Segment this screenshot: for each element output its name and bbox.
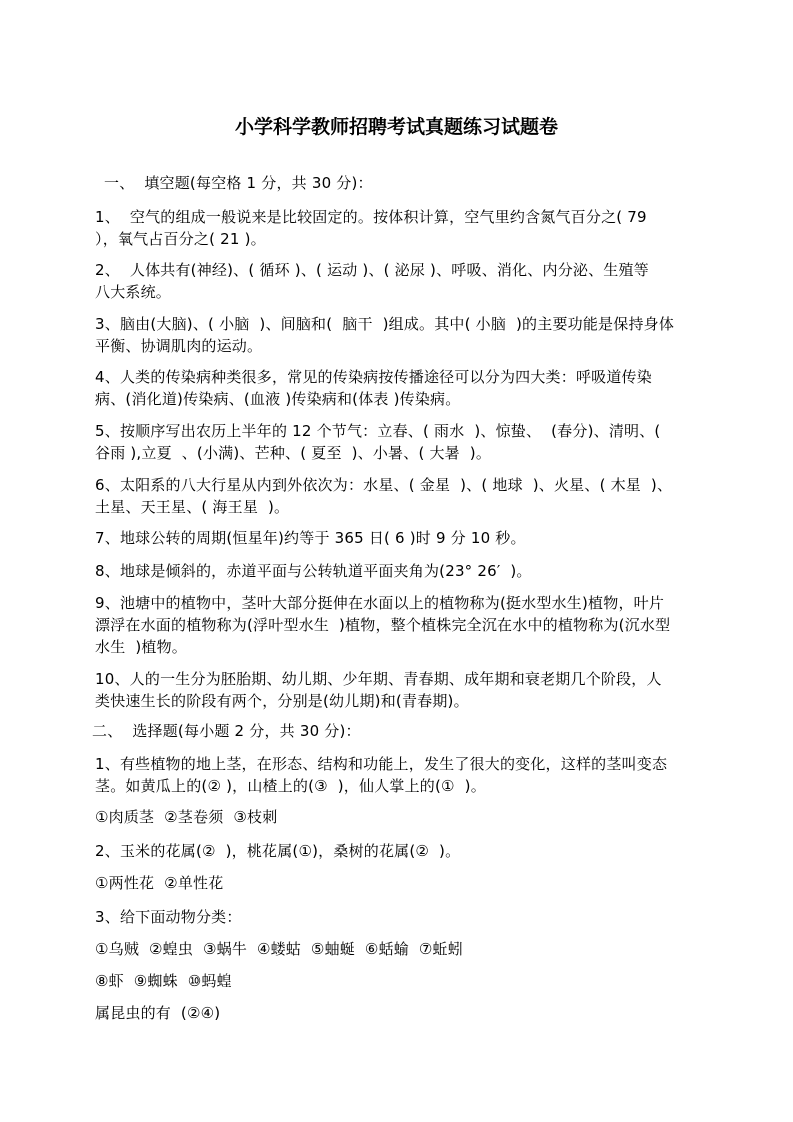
question-8: 8、地球是倾斜的，赤道平面与公转轨道平面夹角为(23° 26′ )。 xyxy=(95,562,532,580)
section-heading-fill-in: 一、 填空题(每空格 1 分，共 30 分)： xyxy=(104,174,373,192)
section-heading-multiple-choice: 二、 选择题(每小题 2 分，共 30 分)： xyxy=(92,722,361,740)
question-9-line-1: 9、池塘中的植物中，茎叶大部分挺伸在水面以上的植物称为(挺水型水生)植物，叶片 xyxy=(95,594,665,612)
choice-3-options-line-2: ⑧虾 ⑨蜘蛛 ⑩蚂蝗 xyxy=(95,972,232,990)
choice-1-line-2: 茎。如黄瓜上的(② )，山楂上的(③ )，仙人掌上的(① )。 xyxy=(95,777,486,795)
question-10-line-2: 类快速生长的阶段有两个，分别是(幼儿期)和(青春期)。 xyxy=(95,692,469,710)
question-9-line-2: 漂浮在水面的植物称为(浮叶型水生 )植物，整个植株完全沉在水中的植物称为(沉水型 xyxy=(95,616,671,634)
question-1-line-2: ），氧气占百分之( 21 )。 xyxy=(95,230,266,248)
choice-1-options: ①肉质茎 ②茎卷须 ③枝刺 xyxy=(95,808,278,826)
choice-2: 2、玉米的花属(② )，桃花属(①)，桑树的花属(② )。 xyxy=(95,842,461,860)
page-title: 小学科学教师招聘考试真题练习试题卷 xyxy=(234,116,558,138)
question-5-line-1: 5、按顺序写出农历上半年的 12 个节气：立春、( 雨水 )、惊蛰、 (春分)、清明、( xyxy=(95,422,661,440)
question-6-line-2: 土星、天王星、( 海王星 )。 xyxy=(95,498,290,516)
question-3-line-2: 平衡、协调肌肉的运动。 xyxy=(95,337,263,355)
question-2-line-1: 2、 人体共有(神经)、( 循环 )、( 运动 )、( 泌尿 )、呼吸、消化、内分泌、生殖等 xyxy=(95,261,649,279)
question-7: 7、地球公转的周期(恒星年)约等于 365 日( 6 )时 9 分 10 秒。 xyxy=(95,529,526,547)
question-1-line-1: 1、 空气的组成一般说来是比较固定的。按体积计算，空气里约含氮气百分之( 79 xyxy=(95,208,647,226)
question-5-line-2: 谷雨 ),立夏 、(小满)、芒种、( 夏至 )、小暑、( 大暑 )。 xyxy=(95,444,492,462)
choice-3-options-line-1: ①乌贼 ②蝗虫 ③蜗牛 ④蝼蛄 ⑤蚰蜒 ⑥蛞蝓 ⑦蚯蚓 xyxy=(95,940,463,958)
question-4-line-1: 4、人类的传染病种类很多，常见的传染病按传播途径可以分为四大类：呼吸道传染 xyxy=(95,368,652,386)
question-4-line-2: 病、(消化道)传染病、(血液 )传染病和(体表 )传染病。 xyxy=(95,390,461,408)
question-10-line-1: 10、人的一生分为胚胎期、幼儿期、少年期、青春期、成年期和衰老期几个阶段，人 xyxy=(95,670,662,688)
question-3-line-1: 3、脑由(大脑)、( 小脑 )、间脑和( 脑干 )组成。其中( 小脑 )的主要功能是保持身体 xyxy=(95,315,675,333)
choice-3-answer: 属昆虫的有 (②④) xyxy=(95,1004,221,1022)
choice-1-line-1: 1、有些植物的地上茎，在形态、结构和功能上，发生了很大的变化，这样的茎叫变态 xyxy=(95,755,668,773)
choice-3: 3、给下面动物分类： xyxy=(95,908,242,926)
question-6-line-1: 6、太阳系的八大行星从内到外依次为：水星、( 金星 )、( 地球 )、火星、( 木星 )、 xyxy=(95,476,673,494)
question-2-line-2: 八大系统。 xyxy=(95,283,172,301)
question-9-line-3: 水生 )植物。 xyxy=(95,638,187,656)
choice-2-options: ①两性花 ②单性花 xyxy=(95,874,224,892)
